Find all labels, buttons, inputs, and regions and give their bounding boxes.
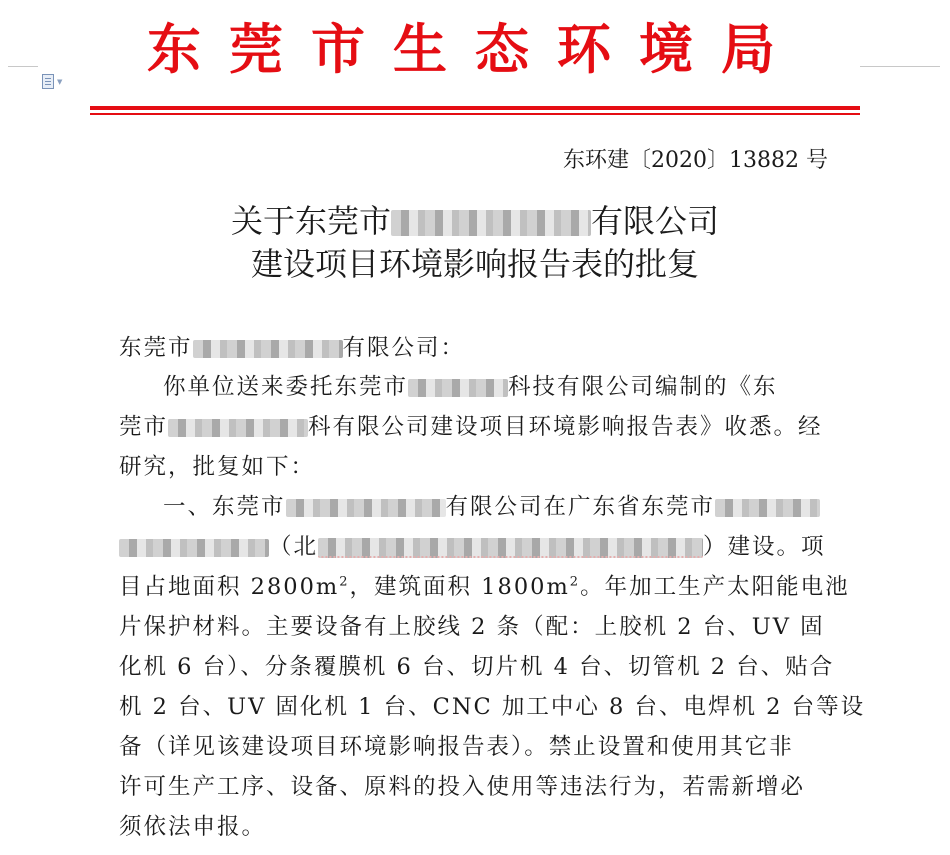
dropdown-caret-icon: ▼ (57, 78, 63, 86)
redacted-company-name (193, 340, 343, 358)
salutation-suffix: 有限公司： (342, 335, 466, 361)
document-icon[interactable] (42, 74, 66, 88)
redacted-company-name (391, 210, 591, 236)
agency-header: 东莞市生态环境局 (147, 18, 803, 81)
redacted-company-name (408, 379, 508, 397)
para1-line1-pre: 你单位送来委托东莞市 (163, 374, 409, 400)
salutation-prefix: 东莞市 (119, 335, 193, 361)
para2-line1 (163, 487, 873, 527)
document-sheet-icon (42, 74, 54, 89)
para1-line2 (119, 407, 829, 447)
superscript-2: 2 (339, 574, 350, 590)
para2-line5: 化机 6 台）、分条覆膜机 6 台、切片机 4 台、切管机 2 台、贴合 (119, 654, 835, 680)
para2-line6: 机 2 台、UV 固化机 1 台、CNC 加工中心 8 台、电焊机 2 台等设 (119, 694, 866, 720)
para2-line2 (119, 527, 829, 567)
para2-line1-pre: 一、东莞市 (163, 494, 286, 520)
para2-line9: 须依法申报。 (119, 814, 267, 840)
para1-line2-post: 科有限公司建设项目环境影响报告表》收悉。经 (308, 414, 823, 440)
para1-line1-post: 科技有限公司编制的《东 (508, 374, 778, 400)
salutation (119, 328, 829, 368)
title-prefix: 关于东莞市 (230, 202, 391, 240)
para2-line7: 备（详见该建设项目环境影响报告表）。禁止设置和使用其它非 (119, 734, 794, 760)
para2-line1-mid: 有限公司在广东省东莞市 (445, 494, 716, 520)
title-line-2: 建设项目环境影响报告表的批复 (250, 245, 699, 283)
para2-line2-close: ）建设。项 (703, 534, 826, 560)
para2-line8: 许可生产工序、设备、原料的投入使用等违法行为，若需新增必 (119, 774, 806, 800)
redacted-coordinates (318, 538, 703, 558)
redacted-company-name (286, 499, 446, 517)
page-edge-right (860, 66, 940, 67)
para2-line3-post: 。年加工生产太阳能电池 (580, 574, 850, 600)
title-line-1 (90, 201, 860, 241)
red-rule-thin (90, 113, 860, 115)
para2-line3-mid: ，建筑面积 1800m (349, 574, 570, 600)
superscript-2: 2 (569, 574, 581, 590)
para1-line3: 研究，批复如下： (119, 454, 316, 480)
document-number: 东环建〔2020〕13882 号 (563, 148, 828, 173)
para1-line2-pre: 莞市 (119, 414, 169, 440)
title-suffix: 有限公司 (591, 202, 720, 240)
redacted-address (715, 499, 820, 517)
page-edge-left (8, 66, 38, 67)
para2-line4: 片保护材料。主要设备有上胶线 2 条（配：上胶机 2 台、UV 固 (119, 614, 825, 640)
para2-line2-open: （北 (269, 534, 319, 560)
redacted-company-name (168, 419, 308, 437)
redacted-address (119, 539, 269, 557)
para1-line1 (163, 367, 873, 407)
para2-line3-pre: 目占地面积 2800m (119, 574, 340, 600)
red-rule-thick (90, 106, 860, 110)
para2-line3 (119, 567, 850, 607)
